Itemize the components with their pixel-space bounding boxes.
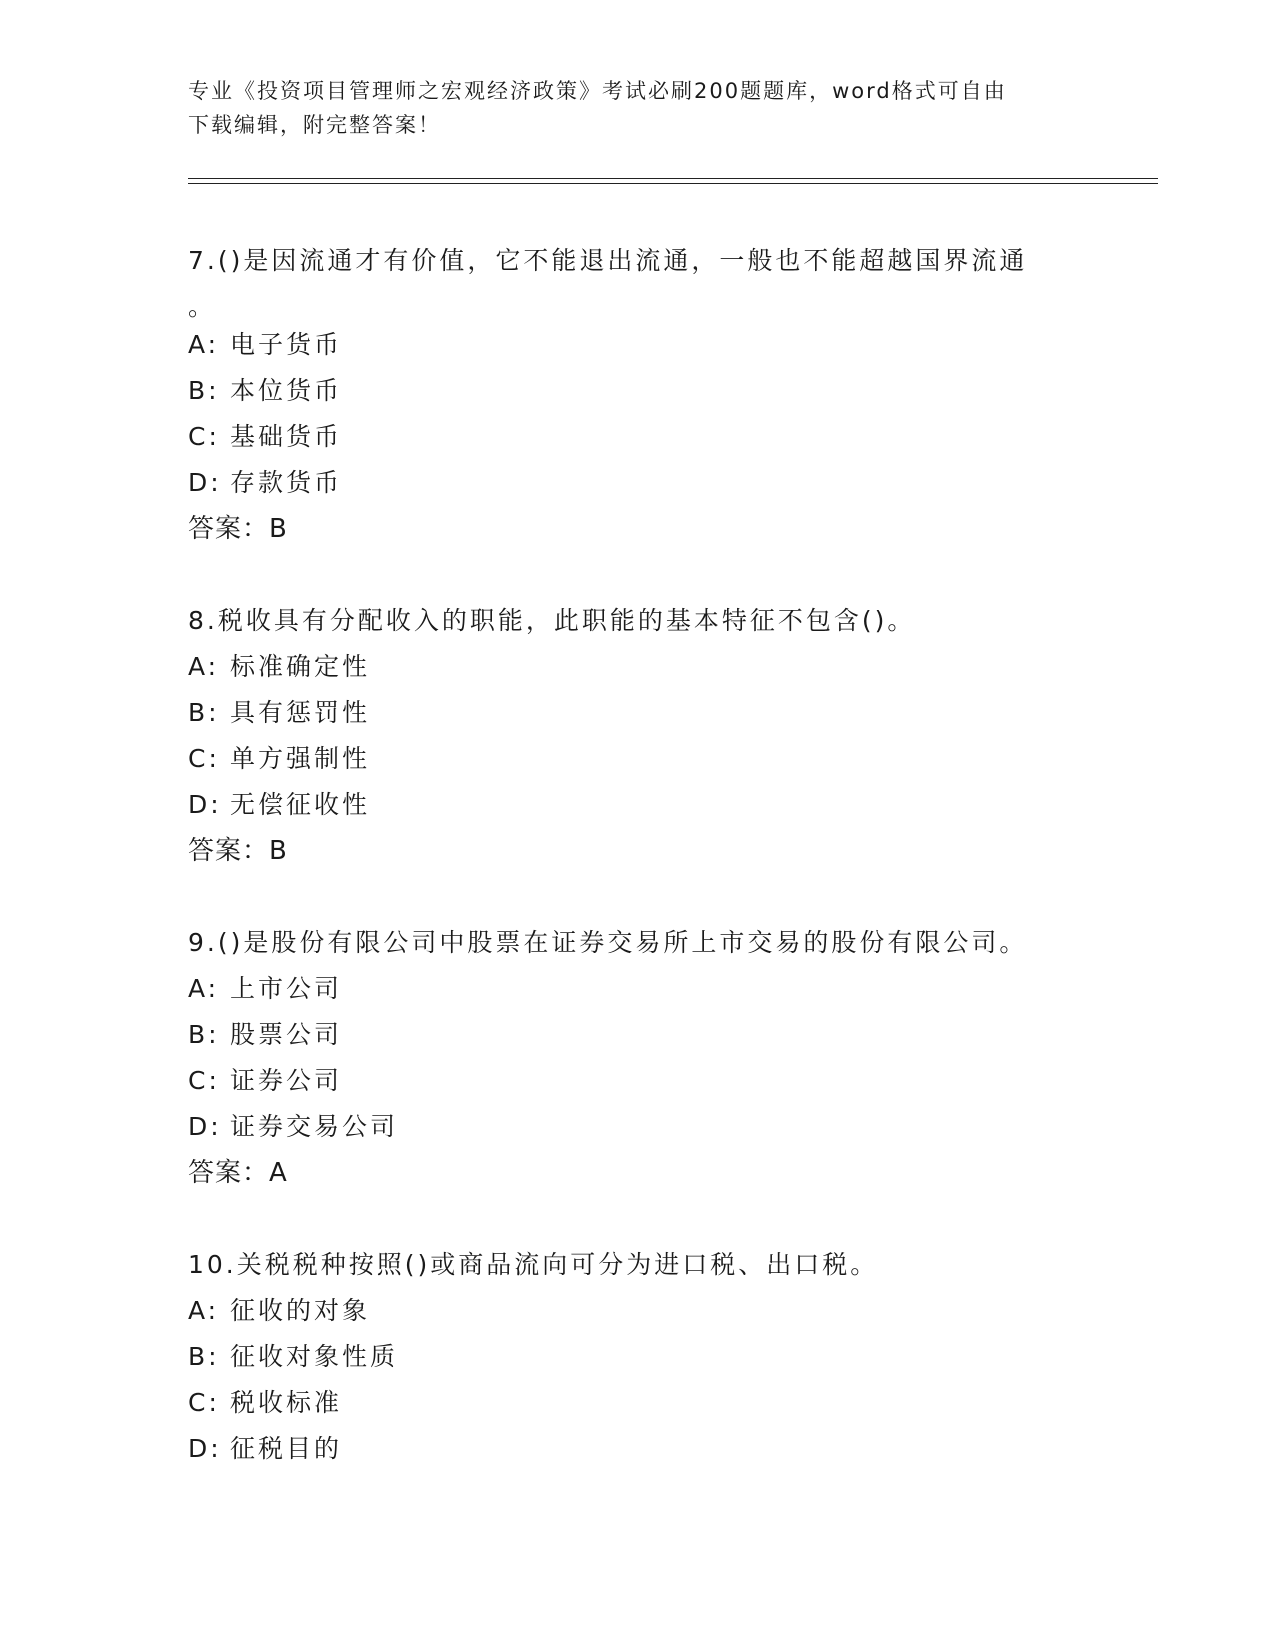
option-label: A: xyxy=(188,652,220,681)
option-a xyxy=(188,322,1088,368)
option-text: 无偿征收性 xyxy=(230,790,371,819)
option-label: C: xyxy=(188,1388,220,1417)
header-line-1: 专业《投资项目管理师之宏观经济政策》考试必刷200题题库，word格式可自由 xyxy=(188,79,1007,103)
option-label: A: xyxy=(188,1296,220,1325)
option-label: B: xyxy=(188,698,220,727)
option-text: 征收的对象 xyxy=(230,1296,371,1325)
question-list xyxy=(188,238,1088,1518)
option-d xyxy=(188,460,1088,506)
option-text: 股票公司 xyxy=(230,1020,343,1049)
option-text: 税收标准 xyxy=(230,1388,343,1417)
document-header xyxy=(188,74,1088,142)
option-d xyxy=(188,1426,1088,1472)
question-8 xyxy=(188,598,1088,874)
answer: 答案：B xyxy=(188,514,288,544)
option-c xyxy=(188,414,1088,460)
question-10 xyxy=(188,1242,1088,1472)
header-rule-top xyxy=(188,178,1158,179)
option-label: D: xyxy=(188,790,222,819)
option-label: A: xyxy=(188,974,220,1003)
option-c xyxy=(188,1380,1088,1426)
answer: 答案：A xyxy=(188,1158,288,1188)
option-b xyxy=(188,368,1088,414)
question-text: 7.()是因流通才有价值，它不能退出流通，一般也不能超越国界流通 xyxy=(188,246,1028,275)
question-text: 9.()是股份有限公司中股票在证券交易所上市交易的股份有限公司。 xyxy=(188,928,1028,957)
option-label: C: xyxy=(188,422,220,451)
option-d xyxy=(188,1104,1088,1150)
option-text: 存款货币 xyxy=(230,468,343,497)
option-text: 本位货币 xyxy=(230,376,343,405)
option-label: A: xyxy=(188,330,220,359)
option-label: C: xyxy=(188,1066,220,1095)
option-c xyxy=(188,1058,1088,1104)
option-label: D: xyxy=(188,1434,222,1463)
header-line-2: 下载编辑，附完整答案！ xyxy=(188,113,441,137)
option-text: 证券交易公司 xyxy=(230,1112,399,1141)
option-a xyxy=(188,644,1088,690)
option-text: 标准确定性 xyxy=(230,652,371,681)
option-text: 电子货币 xyxy=(230,330,343,359)
question-text-continuation: 。 xyxy=(188,292,217,321)
answer: 答案：B xyxy=(188,836,288,866)
option-a xyxy=(188,1288,1088,1334)
option-text: 征收对象性质 xyxy=(230,1342,399,1371)
option-label: D: xyxy=(188,468,222,497)
option-text: 上市公司 xyxy=(230,974,343,1003)
question-text: 8.税收具有分配收入的职能，此职能的基本特征不包含()。 xyxy=(188,606,916,635)
header-rule-bottom xyxy=(188,183,1158,184)
option-d xyxy=(188,782,1088,828)
option-b xyxy=(188,690,1088,736)
option-text: 证券公司 xyxy=(230,1066,343,1095)
option-label: D: xyxy=(188,1112,222,1141)
option-text: 具有惩罚性 xyxy=(230,698,371,727)
question-9 xyxy=(188,920,1088,1196)
option-label: B: xyxy=(188,1342,220,1371)
option-c xyxy=(188,736,1088,782)
option-label: C: xyxy=(188,744,220,773)
question-7 xyxy=(188,238,1088,552)
option-text: 单方强制性 xyxy=(230,744,371,773)
option-label: B: xyxy=(188,1020,220,1049)
option-a xyxy=(188,966,1088,1012)
option-label: B: xyxy=(188,376,220,405)
question-text: 10.关税税种按照()或商品流向可分为进口税、出口税。 xyxy=(188,1250,879,1279)
option-text: 基础货币 xyxy=(230,422,343,451)
option-b xyxy=(188,1334,1088,1380)
option-text: 征税目的 xyxy=(230,1434,343,1463)
option-b xyxy=(188,1012,1088,1058)
